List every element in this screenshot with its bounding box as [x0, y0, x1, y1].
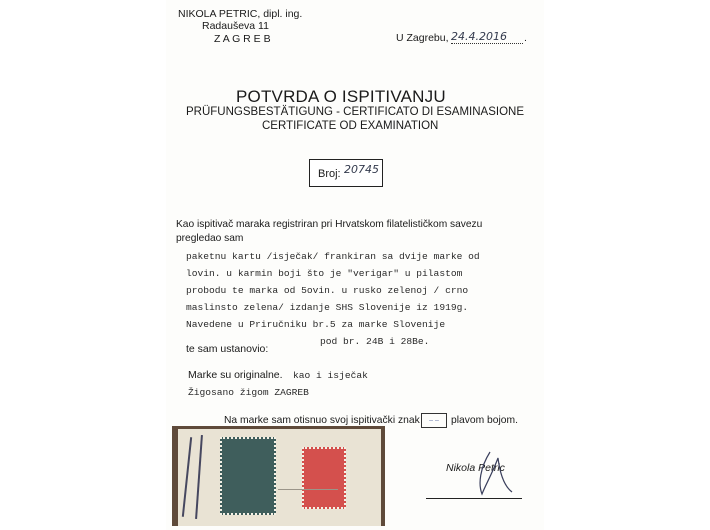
- number-label: Broj:: [318, 168, 341, 180]
- number-value: 20745: [344, 163, 379, 176]
- date-value: 24.4.2016: [451, 30, 523, 44]
- originals-label: Marke su originalne.: [188, 369, 283, 381]
- originals-value: kao i isječak: [293, 370, 368, 381]
- intro-line-2: pregledao sam: [176, 233, 244, 244]
- description-line-4: maslinsto zelena/ izdanje SHS Slovenije iz 1919g.: [186, 302, 469, 313]
- cancel-line: [278, 489, 338, 490]
- title-main: POTVRDA O ISPITIVANJU: [236, 87, 446, 106]
- issuer-street: Radauševa 11: [202, 20, 269, 32]
- examiner-mark: – –: [421, 413, 447, 428]
- issuer-name: NIKOLA PETRIC, dipl. ing.: [178, 8, 303, 20]
- green-stamp: [220, 437, 276, 515]
- signature-name: Nikola Petric: [446, 462, 505, 474]
- findings-label: te sam ustanovio:: [186, 343, 269, 355]
- description-line-2: lovin. u karmin boji što je "verigar" u pilastom: [186, 268, 463, 279]
- pen-mark: [195, 435, 203, 519]
- stamp-note-after: plavom bojom.: [451, 415, 518, 426]
- red-stamp: [302, 447, 346, 509]
- cover-piece: [178, 429, 381, 526]
- handwritten-signature: [420, 446, 530, 498]
- date-prefix: U Zagrebu,: [396, 32, 449, 44]
- signature-line: [426, 498, 522, 499]
- description-line-5: Navedene u Priručniku br.5 za marke Slovenije: [186, 319, 446, 330]
- description-line-3: probodu te marka od 5ovin. u rusko zelenoj / crno: [186, 285, 469, 296]
- pen-mark: [182, 437, 192, 517]
- title-sub-2: CERTIFICATE OD EXAMINATION: [262, 120, 439, 132]
- description-line-6: pod br. 24B i 28Be.: [320, 336, 430, 347]
- stamp-piece-photo: [172, 426, 385, 526]
- number-box: [309, 159, 383, 187]
- cancel-value: Žigosano žigom ZAGREB: [188, 387, 309, 398]
- intro-line-1: Kao ispitivač maraka registriran pri Hrvatskom filatelističkom savezu: [176, 219, 483, 230]
- date-suffix: .: [524, 32, 527, 44]
- title-sub-1: PRÜFUNGSBESTÄTIGUNG - CERTIFICATO DI ESAMINASIONE: [186, 106, 525, 118]
- stamp-note-before: Na marke sam otisnuo svoj ispitivački znak: [224, 415, 420, 426]
- description-line-1: paketnu kartu /isječak/ frankiran sa dvije marke od: [186, 251, 480, 262]
- issuer-city: Z A G R E B: [214, 33, 271, 45]
